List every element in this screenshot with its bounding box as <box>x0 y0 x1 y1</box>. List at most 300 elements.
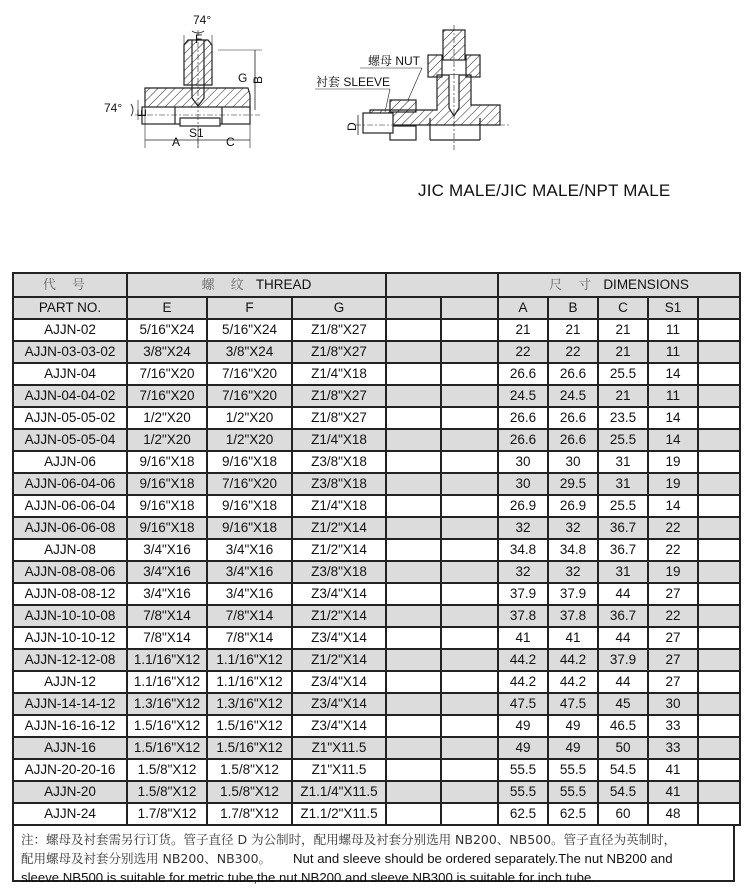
cell-part: AJJN-20 <box>13 781 127 803</box>
col-header-blank-2 <box>441 297 498 319</box>
cell-s1: 27 <box>648 649 698 671</box>
cell-e: 1.5/16"X12 <box>127 737 207 759</box>
cell-blank <box>698 627 740 649</box>
cell-f: 1/2"X20 <box>207 429 292 451</box>
cell-s1: 22 <box>648 605 698 627</box>
cell-blank <box>441 759 498 781</box>
cell-b: 29.5 <box>548 473 598 495</box>
cell-e: 9/16"X18 <box>127 451 207 473</box>
cell-f: 7/8"X14 <box>207 627 292 649</box>
label-B: B <box>251 75 265 84</box>
cell-blank <box>441 737 498 759</box>
cell-e: 1.1/16"X12 <box>127 671 207 693</box>
spec-table <box>12 272 741 826</box>
cell-blank <box>698 693 740 715</box>
table-row <box>13 341 740 363</box>
cell-g: Z1"X11.5 <box>292 737 386 759</box>
cell-c: 45 <box>598 693 648 715</box>
label-S1: S1 <box>189 126 204 140</box>
label-D: D <box>345 122 359 131</box>
cell-f: 7/16"X20 <box>207 385 292 407</box>
cell-blank <box>441 385 498 407</box>
cell-f: 9/16"X18 <box>207 495 292 517</box>
table-row <box>13 363 740 385</box>
cell-blank <box>386 671 441 693</box>
cell-blank <box>441 781 498 803</box>
blank-header <box>386 273 498 297</box>
cell-a: 30 <box>498 451 548 473</box>
cell-f: 9/16"X18 <box>207 517 292 539</box>
cell-part: AJJN-08-08-12 <box>13 583 127 605</box>
cell-blank <box>698 407 740 429</box>
cell-b: 26.6 <box>548 429 598 451</box>
cell-e: 9/16"X18 <box>127 473 207 495</box>
cell-e: 1.5/8"X12 <box>127 781 207 803</box>
cell-s1: 11 <box>648 341 698 363</box>
cell-g: Z1/2"X14 <box>292 517 386 539</box>
cell-blank <box>698 583 740 605</box>
cell-blank <box>698 385 740 407</box>
cell-s1: 22 <box>648 517 698 539</box>
label-G: G <box>238 71 248 85</box>
cell-b: 55.5 <box>548 759 598 781</box>
cell-e: 9/16"X18 <box>127 517 207 539</box>
table-row <box>13 517 740 539</box>
cell-part: AJJN-14-14-12 <box>13 693 127 715</box>
cell-b: 26.6 <box>548 407 598 429</box>
cell-a: 21 <box>498 319 548 341</box>
cell-part: AJJN-16-16-12 <box>13 715 127 737</box>
angle-label-left: 74° <box>104 101 123 115</box>
cell-b: 44.2 <box>548 649 598 671</box>
table-row <box>13 429 740 451</box>
cell-f: 3/4"X16 <box>207 583 292 605</box>
cell-g: Z3/4"X14 <box>292 693 386 715</box>
cell-part: AJJN-10-10-12 <box>13 627 127 649</box>
cell-b: 62.5 <box>548 803 598 825</box>
cell-g: Z1.1/4"X11.5 <box>292 781 386 803</box>
cell-c: 36.7 <box>598 517 648 539</box>
cell-g: Z1/8"X27 <box>292 407 386 429</box>
cell-f: 1.5/8"X12 <box>207 781 292 803</box>
cell-g: Z3/4"X14 <box>292 627 386 649</box>
cell-c: 31 <box>598 473 648 495</box>
cell-blank <box>441 671 498 693</box>
cell-f: 3/4"X16 <box>207 561 292 583</box>
cell-a: 55.5 <box>498 781 548 803</box>
cell-blank <box>441 363 498 385</box>
cell-part: AJJN-08 <box>13 539 127 561</box>
cell-g: Z1/2"X14 <box>292 649 386 671</box>
cell-blank <box>386 473 441 495</box>
ordering-note <box>12 824 735 885</box>
note-cn-line-1: 注：螺母及衬套需另行订货。管子直径 D 为公制时，配用螺母及衬套分别选用 NB200、NB500。管子直径为英制时， <box>21 832 677 847</box>
cell-a: 49 <box>498 715 548 737</box>
cell-c: 44 <box>598 627 648 649</box>
table-row <box>13 649 740 671</box>
cell-f: 1.7/8"X12 <box>207 803 292 825</box>
cell-blank <box>441 341 498 363</box>
cell-blank <box>698 539 740 561</box>
cell-blank <box>698 451 740 473</box>
cell-g: Z3/8"X18 <box>292 561 386 583</box>
cell-a: 41 <box>498 627 548 649</box>
cell-blank <box>441 319 498 341</box>
cell-blank <box>698 781 740 803</box>
cell-blank <box>698 319 740 341</box>
cell-b: 49 <box>548 737 598 759</box>
cell-blank <box>441 803 498 825</box>
cell-a: 44.2 <box>498 671 548 693</box>
table-row <box>13 627 740 649</box>
col-header-blank-3 <box>698 297 740 319</box>
cell-c: 37.9 <box>598 649 648 671</box>
cell-blank <box>386 451 441 473</box>
cell-blank <box>386 759 441 781</box>
cell-b: 32 <box>548 561 598 583</box>
cell-s1: 14 <box>648 363 698 385</box>
cell-blank <box>386 583 441 605</box>
note-en-part-1: Nut and sleeve should be ordered separately.The nut NB200 and <box>293 851 673 866</box>
cell-e: 1/2"X20 <box>127 429 207 451</box>
col-header-G: G <box>292 297 386 319</box>
cell-f: 7/16"X20 <box>207 363 292 385</box>
cell-part: AJJN-06-06-08 <box>13 517 127 539</box>
cell-b: 30 <box>548 451 598 473</box>
dimensions-header: 尺 寸 DIMENSIONS <box>498 273 740 297</box>
cell-part: AJJN-12-12-08 <box>13 649 127 671</box>
cell-a: 32 <box>498 517 548 539</box>
col-header-C: C <box>598 297 648 319</box>
cell-s1: 22 <box>648 539 698 561</box>
cell-c: 25.5 <box>598 429 648 451</box>
cell-b: 55.5 <box>548 781 598 803</box>
table-row <box>13 803 740 825</box>
cell-blank <box>441 407 498 429</box>
cell-g: Z1/8"X27 <box>292 341 386 363</box>
cell-a: 24.5 <box>498 385 548 407</box>
cell-blank <box>386 495 441 517</box>
cell-g: Z3/8"X18 <box>292 451 386 473</box>
cell-c: 25.5 <box>598 363 648 385</box>
cell-f: 5/16"X24 <box>207 319 292 341</box>
label-F: F <box>195 32 203 46</box>
cell-e: 9/16"X18 <box>127 495 207 517</box>
cell-blank <box>441 649 498 671</box>
cell-a: 26.9 <box>498 495 548 517</box>
cell-c: 31 <box>598 561 648 583</box>
cell-blank <box>441 627 498 649</box>
cell-s1: 14 <box>648 429 698 451</box>
cell-e: 1.5/8"X12 <box>127 759 207 781</box>
note-en-part-2: sleeve NB500 is suitable for metric tube,the nut NB200 and sleeve NB300 is suitable for inch tube. <box>21 870 595 885</box>
cell-blank <box>441 473 498 495</box>
cell-a: 26.6 <box>498 407 548 429</box>
cell-s1: 30 <box>648 693 698 715</box>
cell-g: Z3/4"X14 <box>292 671 386 693</box>
cell-f: 1.3/16"X12 <box>207 693 292 715</box>
table-row <box>13 605 740 627</box>
cell-blank <box>386 363 441 385</box>
cell-blank <box>698 737 740 759</box>
cell-blank <box>698 803 740 825</box>
cell-e: 3/8"X24 <box>127 341 207 363</box>
cell-blank <box>386 561 441 583</box>
cell-e: 7/8"X14 <box>127 627 207 649</box>
cell-blank <box>441 539 498 561</box>
cell-g: Z1/4"X18 <box>292 363 386 385</box>
part-no-header-cn: 代 号 <box>13 273 127 297</box>
label-A: A <box>172 135 181 149</box>
cell-blank <box>386 737 441 759</box>
cell-a: 47.5 <box>498 693 548 715</box>
cell-blank <box>386 649 441 671</box>
cell-c: 36.7 <box>598 605 648 627</box>
cell-b: 37.9 <box>548 583 598 605</box>
table-row <box>13 737 740 759</box>
cell-a: 37.9 <box>498 583 548 605</box>
cell-blank <box>698 473 740 495</box>
cell-a: 55.5 <box>498 759 548 781</box>
cell-s1: 33 <box>648 737 698 759</box>
col-header-S1: S1 <box>648 297 698 319</box>
cell-g: Z3/4"X14 <box>292 715 386 737</box>
angle-label-top: 74° <box>193 13 212 27</box>
table-row <box>13 451 740 473</box>
cell-blank <box>386 693 441 715</box>
cell-c: 21 <box>598 385 648 407</box>
cell-g: Z1/4"X18 <box>292 429 386 451</box>
cell-g: Z1"X11.5 <box>292 759 386 781</box>
cell-g: Z3/4"X14 <box>292 583 386 605</box>
cell-s1: 27 <box>648 627 698 649</box>
cell-a: 49 <box>498 737 548 759</box>
table-row <box>13 539 740 561</box>
cell-e: 3/4"X16 <box>127 561 207 583</box>
cell-blank <box>698 561 740 583</box>
cell-blank <box>698 517 740 539</box>
cell-a: 62.5 <box>498 803 548 825</box>
cell-f: 1.5/8"X12 <box>207 759 292 781</box>
cell-part: AJJN-08-08-06 <box>13 561 127 583</box>
cell-blank <box>441 429 498 451</box>
cell-b: 49 <box>548 715 598 737</box>
cell-b: 22 <box>548 341 598 363</box>
cell-c: 50 <box>598 737 648 759</box>
cell-e: 1/2"X20 <box>127 407 207 429</box>
cell-c: 46.5 <box>598 715 648 737</box>
cell-c: 44 <box>598 671 648 693</box>
cell-f: 1/2"X20 <box>207 407 292 429</box>
cell-b: 21 <box>548 319 598 341</box>
cell-part: AJJN-05-05-04 <box>13 429 127 451</box>
col-header-B: B <box>548 297 598 319</box>
cell-f: 1.1/16"X12 <box>207 649 292 671</box>
cell-blank <box>441 451 498 473</box>
cell-b: 26.9 <box>548 495 598 517</box>
table-row <box>13 561 740 583</box>
cell-e: 1.3/16"X12 <box>127 693 207 715</box>
cell-blank <box>698 495 740 517</box>
cell-blank <box>386 781 441 803</box>
cell-c: 54.5 <box>598 781 648 803</box>
cell-s1: 33 <box>648 715 698 737</box>
cell-c: 44 <box>598 583 648 605</box>
cell-s1: 41 <box>648 759 698 781</box>
cell-blank <box>698 759 740 781</box>
cell-s1: 14 <box>648 407 698 429</box>
cell-blank <box>698 649 740 671</box>
cell-b: 41 <box>548 627 598 649</box>
table-row <box>13 693 740 715</box>
table-row <box>13 495 740 517</box>
cell-c: 54.5 <box>598 759 648 781</box>
cell-blank <box>441 495 498 517</box>
cell-blank <box>698 429 740 451</box>
table-row <box>13 759 740 781</box>
cell-s1: 19 <box>648 473 698 495</box>
cell-a: 37.8 <box>498 605 548 627</box>
cell-b: 44.2 <box>548 671 598 693</box>
cell-part: AJJN-03-03-02 <box>13 341 127 363</box>
note-cn-line-2: 配用螺母及衬套分别选用 NB200、NB300。 <box>21 851 272 866</box>
cell-e: 1.7/8"X12 <box>127 803 207 825</box>
cell-s1: 11 <box>648 319 698 341</box>
header-row-1 <box>13 273 740 297</box>
cell-f: 3/8"X24 <box>207 341 292 363</box>
part-no-header: PART NO. <box>13 297 127 319</box>
table-row <box>13 715 740 737</box>
col-header-F: F <box>207 297 292 319</box>
cell-blank <box>441 517 498 539</box>
cell-blank <box>441 561 498 583</box>
cell-part: AJJN-05-05-02 <box>13 407 127 429</box>
product-title: JIC MALE/JIC MALE/NPT MALE <box>418 181 671 200</box>
cell-b: 37.8 <box>548 605 598 627</box>
cell-g: Z1/8"X27 <box>292 319 386 341</box>
cell-blank <box>698 363 740 385</box>
nut-label: 螺母 NUT <box>368 54 420 68</box>
label-E: E <box>135 108 149 117</box>
cell-part: AJJN-04 <box>13 363 127 385</box>
cell-part: AJJN-20-20-16 <box>13 759 127 781</box>
cell-a: 22 <box>498 341 548 363</box>
cell-g: Z1/8"X27 <box>292 385 386 407</box>
cell-f: 7/16"X20 <box>207 473 292 495</box>
cell-blank <box>386 605 441 627</box>
cell-blank <box>441 583 498 605</box>
cell-part: AJJN-24 <box>13 803 127 825</box>
cell-f: 1.5/16"X12 <box>207 715 292 737</box>
table-row <box>13 583 740 605</box>
cell-c: 36.7 <box>598 539 648 561</box>
cell-blank <box>441 715 498 737</box>
table-row <box>13 319 740 341</box>
cell-blank <box>698 715 740 737</box>
cell-blank <box>386 803 441 825</box>
cell-e: 7/16"X20 <box>127 385 207 407</box>
cell-part: AJJN-06-04-06 <box>13 473 127 495</box>
cell-b: 47.5 <box>548 693 598 715</box>
cell-a: 26.6 <box>498 363 548 385</box>
table-row <box>13 385 740 407</box>
cell-blank <box>386 539 441 561</box>
col-header-blank-1 <box>386 297 441 319</box>
cell-blank <box>441 693 498 715</box>
col-header-A: A <box>498 297 548 319</box>
cell-blank <box>386 341 441 363</box>
cell-e: 1.1/16"X12 <box>127 649 207 671</box>
cell-s1: 48 <box>648 803 698 825</box>
cell-g: Z3/8"X18 <box>292 473 386 495</box>
cell-part: AJJN-12 <box>13 671 127 693</box>
cell-blank <box>441 605 498 627</box>
cell-c: 25.5 <box>598 495 648 517</box>
cell-e: 7/16"X20 <box>127 363 207 385</box>
cell-part: AJJN-04-04-02 <box>13 385 127 407</box>
cell-b: 34.8 <box>548 539 598 561</box>
cell-g: Z1/4"X18 <box>292 495 386 517</box>
cell-c: 23.5 <box>598 407 648 429</box>
cell-c: 60 <box>598 803 648 825</box>
cell-blank <box>386 429 441 451</box>
cell-blank <box>386 715 441 737</box>
cell-blank <box>698 341 740 363</box>
cell-b: 26.6 <box>548 363 598 385</box>
sleeve-label: 衬套 SLEEVE <box>316 75 391 89</box>
cell-s1: 19 <box>648 451 698 473</box>
label-C: C <box>226 135 235 149</box>
cell-s1: 27 <box>648 671 698 693</box>
cell-part: AJJN-10-10-08 <box>13 605 127 627</box>
cell-part: AJJN-02 <box>13 319 127 341</box>
cell-s1: 41 <box>648 781 698 803</box>
cell-blank <box>386 319 441 341</box>
cell-f: 3/4"X16 <box>207 539 292 561</box>
cell-e: 7/8"X14 <box>127 605 207 627</box>
cell-g: Z1.1/2"X11.5 <box>292 803 386 825</box>
cell-blank <box>698 671 740 693</box>
cell-a: 44.2 <box>498 649 548 671</box>
thread-header: 螺 纹 THREAD <box>127 273 386 297</box>
cell-a: 34.8 <box>498 539 548 561</box>
cell-f: 7/8"X14 <box>207 605 292 627</box>
cell-e: 1.5/16"X12 <box>127 715 207 737</box>
cell-part: AJJN-16 <box>13 737 127 759</box>
cell-a: 32 <box>498 561 548 583</box>
cell-blank <box>386 517 441 539</box>
cell-g: Z1/2"X14 <box>292 605 386 627</box>
cell-c: 21 <box>598 319 648 341</box>
cell-f: 1.1/16"X12 <box>207 671 292 693</box>
cell-c: 31 <box>598 451 648 473</box>
cell-s1: 11 <box>648 385 698 407</box>
cell-f: 1.5/16"X12 <box>207 737 292 759</box>
cell-part: AJJN-06 <box>13 451 127 473</box>
cell-e: 3/4"X16 <box>127 583 207 605</box>
cell-s1: 19 <box>648 561 698 583</box>
table-row <box>13 671 740 693</box>
cell-part: AJJN-06-06-04 <box>13 495 127 517</box>
cell-blank <box>698 605 740 627</box>
table-row <box>13 781 740 803</box>
cell-a: 26.6 <box>498 429 548 451</box>
fitting-drawings <box>0 0 750 170</box>
cell-s1: 27 <box>648 583 698 605</box>
cell-c: 21 <box>598 341 648 363</box>
cell-blank <box>386 385 441 407</box>
table-row <box>13 407 740 429</box>
